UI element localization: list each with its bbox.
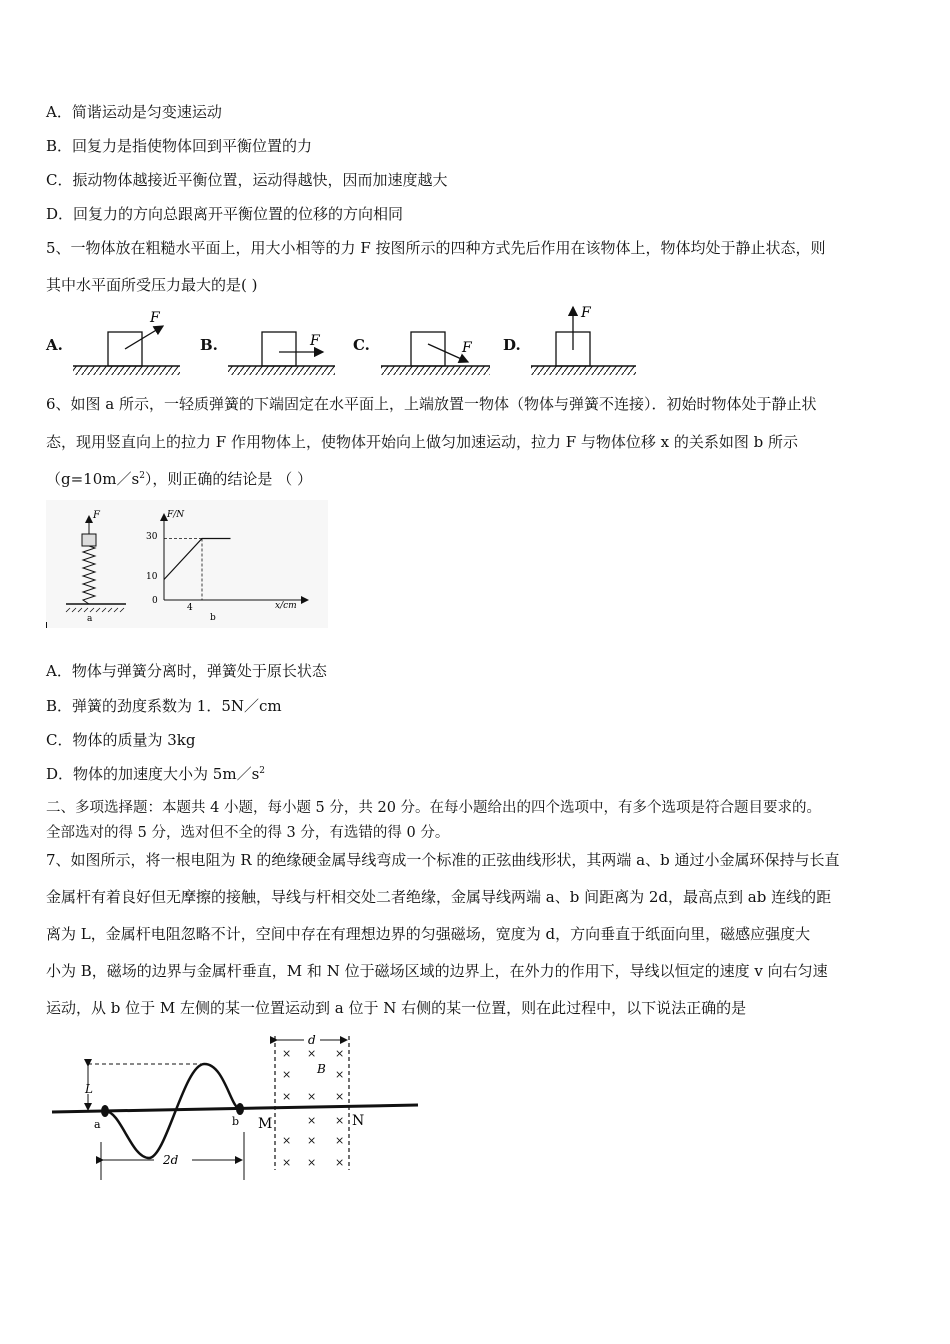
q7-2d-label: 2d xyxy=(163,1153,179,1167)
q7-b-label: B xyxy=(317,1062,326,1076)
q6-y-tick-10: 10 xyxy=(146,572,158,582)
section2-heading-line1: 二、多项选择题：本题共 4 小题，每小题 5 分，共 20 分。在每小题给出的四个选项中，有多个选项是符合题目要求的。 xyxy=(46,800,822,816)
q7-ring-a xyxy=(101,1105,109,1117)
q6-figure xyxy=(46,500,328,628)
q6-stem-tail: ），则正确的结论是 （ ） xyxy=(144,470,312,488)
svg-text:×: × xyxy=(335,1156,345,1169)
q5-stem-line2: 其中水平面所受压力最大的是( ) xyxy=(46,276,258,294)
svg-text:×: × xyxy=(307,1114,317,1127)
svg-text:×: × xyxy=(282,1156,292,1169)
q4-option-d: D．回复力的方向总跟离开平衡位置的位移的方向相同 xyxy=(46,205,404,223)
q5-force-label-b: F xyxy=(310,333,320,349)
q6-stem-line3 xyxy=(46,469,312,489)
q6-option-d xyxy=(46,764,265,784)
q6-option-a: A．物体与弹簧分离时，弹簧处于原长状态 xyxy=(46,662,327,680)
q4-option-a: A．简谐运动是匀变速运动 xyxy=(46,103,222,121)
q6-stem-line2: 态，现用竖直向上的拉力 F 作用物体上，使物体开始向上做匀加速运动，拉力 F 与物体位移 x 的关系如图 b 所示 xyxy=(46,433,799,451)
svg-text:×: × xyxy=(335,1090,345,1103)
svg-text:×: × xyxy=(335,1134,345,1147)
q5-label-b: B. xyxy=(200,336,218,354)
svg-text:×: × xyxy=(335,1068,345,1081)
q7-stem-line5: 运动，从 b 位于 M 左侧的某一位置运动到 a 位于 N 右侧的某一位置，则在此过程中，以下说法正确的是 xyxy=(46,999,747,1017)
q6-y-axis-label: F/N xyxy=(167,510,185,520)
q7-figure xyxy=(46,1030,426,1180)
q7-stem-line2: 金属杆有着良好但无摩擦的接触，导线与杆相交处二者绝缘，金属导线两端 a、b 间距离为 2d，最高点到 ab 连线的距 xyxy=(46,888,832,906)
q7-m-label: M xyxy=(258,1116,273,1132)
q5-force-label-c: F xyxy=(462,340,472,356)
q6-fig-a-force: F xyxy=(93,510,100,521)
q6-x-axis-label: x/cm xyxy=(275,601,297,611)
q6-option-d-sup: 2 xyxy=(259,766,265,776)
q7-stem-line3: 离为 L，金属杆电阻忽略不计，空间中存在有理想边界的匀强磁场，宽度为 d，方向垂直于纸面向里，磁感应强度大 xyxy=(46,925,811,943)
svg-text:×: × xyxy=(307,1090,317,1103)
q7-n-label: N xyxy=(352,1113,365,1129)
svg-text:×: × xyxy=(282,1090,292,1103)
svg-text:×: × xyxy=(307,1134,317,1147)
q6-fig-b-label: b xyxy=(210,613,216,623)
q6-gravity-text: （g=10m／s xyxy=(46,470,140,488)
q7-stem-line4: 小为 B，磁场的边界与金属杆垂直，M 和 N 位于磁场区域的边界上，在外力的作用下，导线以恒定的速度 v 向右匀速 xyxy=(46,962,828,980)
q5-label-c: C. xyxy=(353,336,370,354)
q6-fig-a-label: a xyxy=(87,614,93,624)
q5-diagram-c xyxy=(381,332,490,375)
svg-text:×: × xyxy=(335,1114,345,1127)
section2-heading-line2: 全部选对的得 5 分，选对但不全的得 3 分，有选错的得 0 分。 xyxy=(46,825,450,841)
q7-stem-line1: 7、如图所示，将一根电阻为 R 的绝缘硬金属导线弯成一个标准的正弦曲线形状，其两端 a、b 通过小金属环保持与长直 xyxy=(46,851,840,869)
q6-option-d-text: D．物体的加速度大小为 5m／s xyxy=(46,765,260,783)
q5-force-label-d: F xyxy=(581,305,591,321)
q5-diagram-a xyxy=(73,310,180,375)
q6-x-tick-4: 4 xyxy=(187,603,193,613)
q6-figure-edge xyxy=(46,622,47,628)
q5-force-diagrams xyxy=(0,300,950,385)
svg-text:×: × xyxy=(282,1134,292,1147)
q6-stem-line1: 6、如图 a 所示，一轻质弹簧的下端固定在水平面上，上端放置一物体（物体与弹簧不连接）．初始时物体处于静止状 xyxy=(46,395,817,413)
q7-b-point-label: b xyxy=(232,1115,240,1128)
q4-option-c: C．振动物体越接近平衡位置，运动得越快，因而加速度越大 xyxy=(46,171,448,189)
svg-text:×: × xyxy=(307,1047,317,1060)
svg-text:×: × xyxy=(282,1068,292,1081)
q7-d-label: d xyxy=(308,1033,316,1047)
q6-gravity-sup: 2 xyxy=(139,471,145,481)
svg-text:×: × xyxy=(307,1156,317,1169)
q5-diagram-b xyxy=(228,332,335,375)
q6-y-tick-30: 30 xyxy=(146,532,158,542)
q6-y-tick-0: 0 xyxy=(152,596,158,606)
svg-text:×: × xyxy=(282,1047,292,1060)
q5-stem-line1: 5、一物体放在粗糙水平面上，用大小相等的力 F 按图所示的四种方式先后作用在该物体上，物体均处于静止状态，则 xyxy=(46,239,826,257)
q7-l-label: L xyxy=(85,1082,93,1096)
q6-option-b: B．弹簧的劲度系数为 1．5N／cm xyxy=(46,697,282,715)
q5-label-a: A. xyxy=(46,336,63,354)
q5-force-label-a: F xyxy=(150,310,160,326)
q5-diagram-d xyxy=(531,305,636,375)
q4-option-b: B．回复力是指使物体回到平衡位置的力 xyxy=(46,137,313,155)
q7-a-label: a xyxy=(94,1118,101,1131)
q5-label-d: D. xyxy=(503,336,521,354)
q7-ring-b xyxy=(236,1103,244,1115)
q6-option-c: C．物体的质量为 3kg xyxy=(46,731,196,749)
svg-text:×: × xyxy=(335,1047,345,1060)
